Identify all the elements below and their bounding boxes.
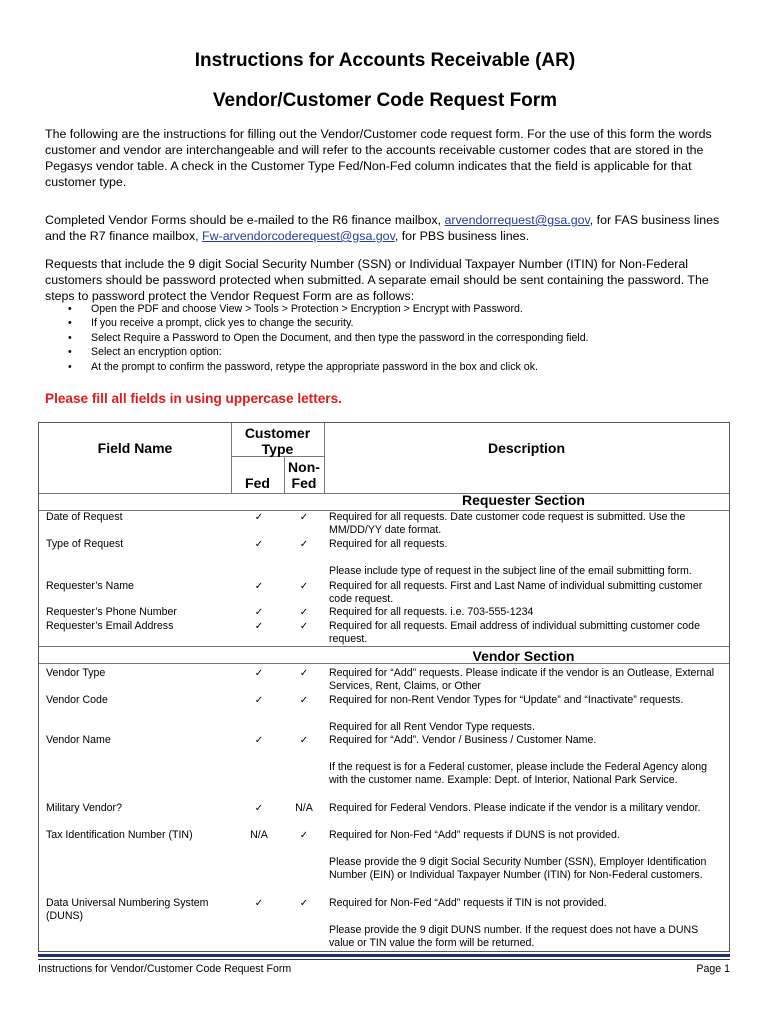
email-text-1: Completed Vendor Forms should be e-mailed to the R6 finance mailbox, (45, 213, 445, 227)
non-fed-cell: ✓ (299, 621, 309, 632)
email-paragraph (45, 212, 735, 244)
description-cell: Required for “Add”. Vendor / Business / Customer Name. If the request is for a Federal customer, please include the Federal Agency along with the customer name. Example: Dept. of Interior, National Park Service. (329, 734, 708, 787)
requester-section-heading: Requester Section (462, 492, 585, 508)
non-fed-cell: ✓ (299, 512, 309, 523)
field-name-cell: Vendor Type (46, 667, 106, 679)
step-text: Select an encryption option: (91, 346, 222, 359)
description-cell: Required for non-Rent Vendor Types for “Update” and “Inactivate” requests. Required for all Rent Vendor Type requests. (329, 694, 684, 733)
email-text-3: , for PBS business lines. (394, 229, 530, 243)
page-title: Instructions for Accounts Receivable (AR) (194, 50, 576, 71)
non-fed-cell: ✓ (299, 539, 309, 550)
field-name-cell: Vendor Code (46, 694, 108, 706)
page-number: Page 1 (696, 963, 730, 975)
non-fed-header: Non-Fed (288, 459, 320, 491)
non-fed-cell: ✓ (299, 735, 309, 746)
fed-cell: ✓ (254, 621, 264, 632)
non-fed-cell: ✓ (299, 898, 309, 909)
fed-cell: ✓ (254, 735, 264, 746)
non-fed-cell: ✓ (299, 695, 309, 706)
r6-email-link[interactable]: arvendorrequest@gsa.gov (444, 213, 590, 227)
description-cell: Required for all requests. i.e. 703-555-1234 (329, 606, 534, 618)
fed-header: Fed (245, 475, 270, 491)
bullet-icon: • (68, 331, 72, 344)
non-fed-cell: ✓ (299, 607, 309, 618)
bullet-icon: • (68, 346, 72, 359)
vendor-section-heading: Vendor Section (472, 648, 575, 664)
field-name-cell: Military Vendor? (46, 802, 122, 814)
fed-cell: ✓ (254, 668, 264, 679)
field-name-cell: Requester’s Name (46, 580, 134, 592)
step-text: Select Require a Password to Open the Document, and then type the password in the corresponding field. (91, 331, 589, 344)
bullet-icon: • (68, 360, 72, 373)
non-fed-cell: N/A (295, 802, 313, 814)
list-item (45, 316, 735, 330)
fed-cell: ✓ (254, 607, 264, 618)
field-instructions-table (38, 422, 730, 952)
field-name-cell: Data Universal Numbering System (DUNS) (46, 897, 209, 923)
fed-cell: ✓ (254, 512, 264, 523)
email-text-2: , for FAS business lines and the R7 finance mailbox, (45, 213, 720, 243)
field-name-cell: Date of Request (46, 511, 123, 523)
field-name-cell: Tax Identification Number (TIN) (46, 829, 193, 841)
field-name-cell: Requester’s Email Address (46, 620, 174, 632)
fed-cell: ✓ (254, 581, 264, 592)
field-name-cell: Type of Request (46, 538, 124, 550)
step-text: At the prompt to confirm the password, retype the appropriate password in the box and click ok. (91, 360, 538, 373)
bullet-icon: • (68, 303, 72, 315)
footer-title: Instructions for Vendor/Customer Code Request Form (38, 963, 292, 975)
non-fed-cell: ✓ (299, 581, 309, 592)
list-item (45, 360, 735, 374)
list-item (45, 302, 735, 316)
footer-rule (38, 959, 730, 960)
r7-email-link[interactable]: Fw-arvendorcoderequest@gsa.gov (202, 229, 395, 243)
list-item (45, 345, 735, 359)
intro-paragraph: The following are the instructions for filling out the Vendor/Customer code request form. For the use of this form the words customer and vendor are interchangeable and will refer to the accounts receivable customer codes that are stored in the Pegasys vendor table. A check in the Customer Type Fed/Non-Fed column indicates that the field is applicable for that customer type. (45, 127, 712, 189)
customer-type-header: Customer Type (244, 425, 311, 457)
description-cell: Required for Federal Vendors. Please indicate if the vendor is a military vendor. (329, 802, 701, 814)
description-cell: Required for all requests. Date customer code request is submitted. Use the MM/DD/YY date format. (329, 511, 686, 537)
field-name-cell: Requester’s Phone Number (46, 606, 177, 618)
bullet-icon: • (68, 317, 72, 330)
description-cell: Required for Non-Fed “Add” requests if DUNS is not provided. Please provide the 9 digit Social Security Number (SSN), Employer Identification Number (EIN) or Individual Taxpayer Number (ITIN) for Non-Federal customers. (329, 829, 707, 882)
description-cell: Required for Non-Fed “Add” requests if TIN is not provided. Please provide the 9 digit DUNS number. If the request does not have a DUNS value or TIN value the form will be returned. (329, 897, 699, 950)
column-divider (324, 423, 325, 493)
non-fed-cell: ✓ (299, 668, 309, 679)
description-cell: Required for all requests. First and Last Name of individual submitting customer code request. (329, 580, 703, 606)
fed-cell: ✓ (254, 898, 264, 909)
fed-cell: ✓ (254, 695, 264, 706)
description-cell: Required for all requests. Email address of individual submitting customer code request. (329, 620, 700, 646)
footer-rule (38, 954, 730, 957)
list-item (45, 331, 735, 345)
fed-cell: ✓ (254, 539, 264, 550)
field-name-header: Field Name (97, 440, 173, 456)
uppercase-warning: Please fill all fields in using uppercase letters. (45, 391, 342, 406)
fed-cell: ✓ (254, 803, 264, 814)
description-header: Description (487, 440, 565, 456)
description-cell: Required for “Add” requests. Please indicate if the vendor is an Outlease, External Services, Rent, Claims, or Other (329, 667, 715, 693)
form-title: Vendor/Customer Code Request Form (212, 90, 558, 111)
non-fed-cell: ✓ (299, 830, 309, 841)
password-steps-list (45, 302, 735, 374)
step-text: Open the PDF and choose View > Tools > Protection > Encryption > Encrypt with Password. (91, 303, 523, 315)
ssn-paragraph: Requests that include the 9 digit Social Security Number (SSN) or Individual Taxpayer Number (ITIN) for Non-Federal customers should be password protected when submitted. A separate email should be sent containing the password. The steps to password protect the Vendor Request Form are as follows: (45, 257, 709, 303)
description-cell: Required for all requests. Please include type of request in the subject line of the email submitting form. (329, 538, 692, 577)
fed-cell: N/A (250, 829, 268, 841)
field-name-cell: Vendor Name (46, 734, 111, 746)
step-text: If you receive a prompt, click yes to change the security. (91, 317, 354, 330)
